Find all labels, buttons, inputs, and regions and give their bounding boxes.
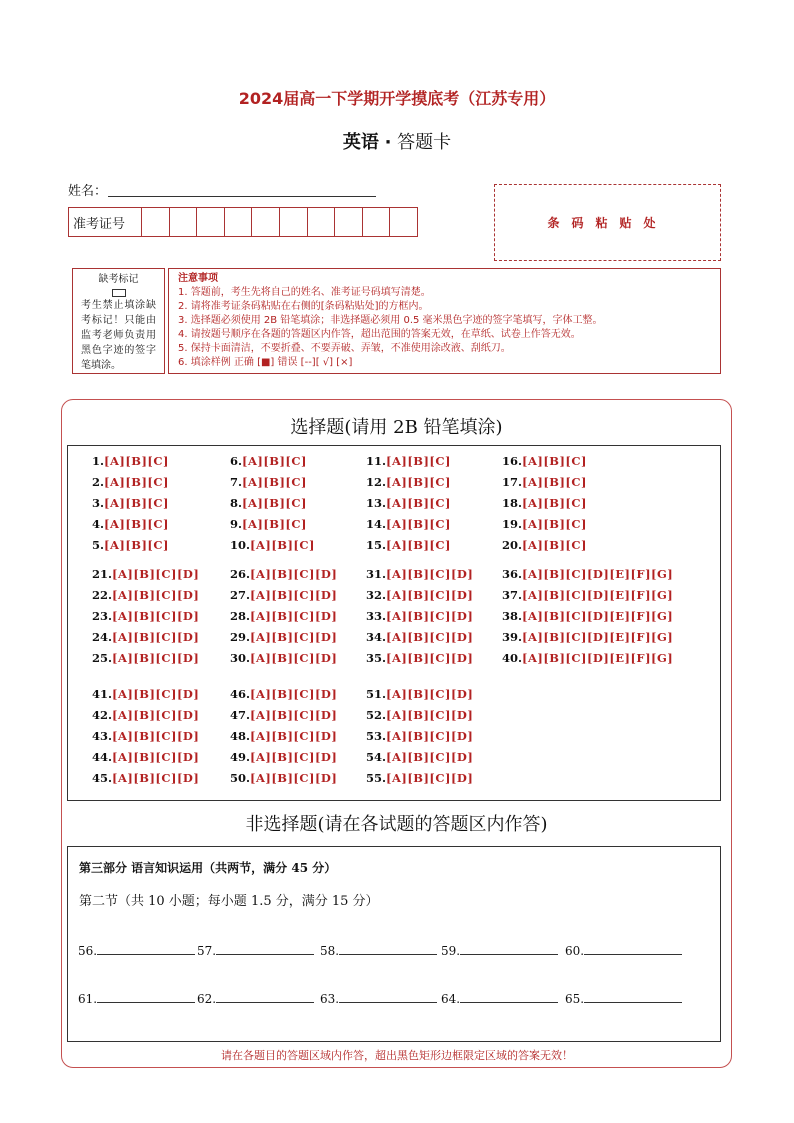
question-number: 14. bbox=[366, 517, 387, 531]
notes-item: 1. 答题前，考生先将自己的姓名、准考证号码填写清楚。 bbox=[178, 287, 431, 298]
choice-question[interactable] bbox=[366, 630, 473, 644]
choice-question[interactable] bbox=[366, 687, 473, 701]
exam-id-digit-cell[interactable] bbox=[225, 208, 253, 236]
answer-options[interactable]: [A][B][C][D] bbox=[386, 567, 474, 581]
answer-options[interactable]: [A][B][C][D] bbox=[386, 651, 474, 665]
missing-exam-checkbox[interactable] bbox=[112, 289, 126, 297]
fill-blank[interactable] bbox=[565, 992, 682, 1006]
choice-question[interactable] bbox=[92, 708, 199, 722]
blank-number: 57. bbox=[197, 944, 217, 958]
question-number: 36. bbox=[502, 567, 523, 581]
answer-options[interactable]: [A][B][C][D][E][F][G] bbox=[522, 630, 674, 644]
blank-number: 63. bbox=[320, 992, 340, 1006]
missing-exam-title: 缺考标记 bbox=[98, 274, 139, 285]
exam-id-box bbox=[68, 207, 418, 237]
fill-blank[interactable] bbox=[441, 944, 558, 958]
answer-options[interactable]: [A][B][C] bbox=[386, 475, 451, 489]
fill-blank[interactable] bbox=[441, 992, 558, 1006]
choice-question[interactable] bbox=[230, 496, 307, 510]
exam-id-digit-cell[interactable] bbox=[390, 208, 417, 236]
answer-options[interactable]: [A][B][C] bbox=[104, 517, 169, 531]
answer-options[interactable]: [A][B][C] bbox=[104, 538, 169, 552]
choice-question[interactable] bbox=[230, 567, 337, 581]
exam-id-digit-cell[interactable] bbox=[142, 208, 170, 236]
question-number: 7. bbox=[230, 475, 243, 489]
choice-question[interactable] bbox=[366, 588, 473, 602]
question-number: 6. bbox=[230, 454, 243, 468]
blank-line[interactable] bbox=[339, 945, 437, 955]
choice-question[interactable] bbox=[92, 609, 199, 623]
choice-question[interactable] bbox=[92, 475, 169, 489]
question-number: 15. bbox=[366, 538, 387, 552]
answer-options[interactable]: [A][B][C][D] bbox=[250, 609, 338, 623]
choice-question[interactable] bbox=[92, 630, 199, 644]
exam-id-digit-cell[interactable] bbox=[363, 208, 391, 236]
question-number: 46. bbox=[230, 687, 251, 701]
question-number: 17. bbox=[502, 475, 523, 489]
question-number: 9. bbox=[230, 517, 243, 531]
answer-options[interactable]: [A][B][C][D] bbox=[386, 630, 474, 644]
fill-blank[interactable] bbox=[78, 992, 195, 1006]
question-number: 16. bbox=[502, 454, 523, 468]
notes-item: 4. 请按题号顺序在各题的答题区内作答，超出范围的答案无效，在草纸、试卷上作答无效。 bbox=[178, 329, 581, 340]
question-number: 1. bbox=[92, 454, 105, 468]
exam-id-digit-cell[interactable] bbox=[252, 208, 280, 236]
notes-item: 6. 填涂样例 正确 [■] 错误 [--][ √] [×] bbox=[178, 357, 353, 368]
question-number: 54. bbox=[366, 750, 387, 764]
choice-question[interactable] bbox=[502, 475, 587, 489]
question-number: 32. bbox=[366, 588, 387, 602]
answer-options[interactable]: [A][B][C][D] bbox=[112, 630, 200, 644]
question-number: 11. bbox=[366, 454, 387, 468]
answer-options[interactable]: [A][B][C][D][E][F][G] bbox=[522, 567, 674, 581]
question-number: 8. bbox=[230, 496, 243, 510]
answer-options[interactable]: [A][B][C][D] bbox=[112, 651, 200, 665]
answer-options[interactable]: [A][B][C][D][E][F][G] bbox=[522, 609, 674, 623]
barcode-area: 条码粘贴处 bbox=[494, 184, 721, 261]
blank-line[interactable] bbox=[97, 945, 195, 955]
choice-question[interactable] bbox=[92, 517, 169, 531]
choice-question[interactable] bbox=[366, 609, 473, 623]
question-number: 42. bbox=[92, 708, 113, 722]
answer-options[interactable]: [A][B][C][D] bbox=[112, 687, 200, 701]
question-number: 18. bbox=[502, 496, 523, 510]
blank-line[interactable] bbox=[216, 993, 314, 1003]
notes-item: 2. 请将准考证条码粘贴在右侧的[条码粘贴处]的方框内。 bbox=[178, 301, 429, 312]
choice-question[interactable] bbox=[366, 454, 451, 468]
choice-question[interactable] bbox=[92, 729, 199, 743]
nonchoice-section-title: 非选择题(请在各试题的答题区内作答) bbox=[245, 814, 548, 835]
exam-title: 2024届高一下学期开学摸底考（江苏专用） bbox=[238, 89, 556, 108]
choice-question[interactable] bbox=[366, 651, 473, 665]
answer-options[interactable]: [A][B][C] bbox=[104, 496, 169, 510]
question-number: 34. bbox=[366, 630, 387, 644]
choice-question[interactable] bbox=[502, 630, 673, 644]
choice-question[interactable] bbox=[502, 517, 587, 531]
exam-id-digit-cell[interactable] bbox=[335, 208, 363, 236]
question-number: 21. bbox=[92, 567, 113, 581]
choice-question[interactable] bbox=[230, 630, 337, 644]
answer-options[interactable]: [A][B][C] bbox=[522, 517, 587, 531]
answer-options[interactable]: [A][B][C][D] bbox=[250, 651, 338, 665]
question-number: 52. bbox=[366, 708, 387, 722]
blank-number: 61. bbox=[78, 992, 98, 1006]
exam-id-digit-cell[interactable] bbox=[170, 208, 198, 236]
answer-options[interactable]: [A][B][C][D] bbox=[386, 588, 474, 602]
question-number: 22. bbox=[92, 588, 113, 602]
question-number: 28. bbox=[230, 609, 251, 623]
choice-question[interactable] bbox=[230, 609, 337, 623]
notes-title: 注意事项 bbox=[178, 273, 218, 284]
question-number: 44. bbox=[92, 750, 113, 764]
question-number: 37. bbox=[502, 588, 523, 602]
question-number: 5. bbox=[92, 538, 105, 552]
blank-number: 56. bbox=[78, 944, 98, 958]
choice-question[interactable] bbox=[230, 708, 337, 722]
choice-question[interactable] bbox=[92, 750, 199, 764]
missing-exam-box bbox=[72, 268, 165, 374]
blank-number: 62. bbox=[197, 992, 217, 1006]
choice-question[interactable] bbox=[366, 538, 451, 552]
fill-blank[interactable] bbox=[320, 944, 437, 958]
question-number: 47. bbox=[230, 708, 251, 722]
answer-options[interactable]: [A][B][C][D][E][F][G] bbox=[522, 651, 674, 665]
choice-question[interactable] bbox=[92, 651, 199, 665]
answer-options[interactable]: [A][B][C] bbox=[104, 475, 169, 489]
choice-question[interactable] bbox=[230, 517, 307, 531]
choice-answer-box bbox=[67, 445, 721, 801]
card-subtitle bbox=[0, 128, 794, 154]
answer-options[interactable]: [A][B][C][D] bbox=[112, 729, 200, 743]
blank-number: 59. bbox=[441, 944, 461, 958]
blank-line[interactable] bbox=[460, 945, 558, 955]
exam-id-digit-cell[interactable] bbox=[280, 208, 308, 236]
choice-question[interactable] bbox=[92, 588, 199, 602]
question-number: 50. bbox=[230, 771, 251, 785]
question-number: 40. bbox=[502, 651, 523, 665]
choice-question[interactable] bbox=[230, 729, 337, 743]
answer-options[interactable]: [A][B][C][D] bbox=[386, 750, 474, 764]
answer-options[interactable]: [A][B][C][D] bbox=[250, 750, 338, 764]
separator-dot: · bbox=[384, 132, 392, 153]
question-number: 49. bbox=[230, 750, 251, 764]
choice-question[interactable] bbox=[92, 454, 169, 468]
question-number: 38. bbox=[502, 609, 523, 623]
question-number: 25. bbox=[92, 651, 113, 665]
question-number: 43. bbox=[92, 729, 113, 743]
choice-question[interactable] bbox=[366, 729, 473, 743]
question-number: 3. bbox=[92, 496, 105, 510]
choice-question[interactable] bbox=[92, 538, 169, 552]
answer-options[interactable]: [A][B][C] bbox=[104, 454, 169, 468]
answer-options[interactable]: [A][B][C] bbox=[386, 517, 451, 531]
question-number: 12. bbox=[366, 475, 387, 489]
choice-question[interactable] bbox=[230, 454, 307, 468]
answer-options[interactable]: [A][B][C] bbox=[242, 475, 307, 489]
question-number: 26. bbox=[230, 567, 251, 581]
answer-options[interactable]: [A][B][C] bbox=[386, 454, 451, 468]
fill-blank[interactable] bbox=[197, 944, 314, 958]
subject-label: 英语 bbox=[342, 132, 379, 153]
choice-question[interactable] bbox=[366, 567, 473, 581]
blank-number: 60. bbox=[565, 944, 585, 958]
section-heading: 第二节（共 10 小题；每小题 1.5 分，满分 15 分） bbox=[79, 894, 379, 909]
notes-box bbox=[168, 268, 721, 374]
answer-options[interactable]: [A][B][C] bbox=[522, 538, 587, 552]
blank-number: 64. bbox=[441, 992, 461, 1006]
choice-question[interactable] bbox=[230, 750, 337, 764]
answer-options[interactable]: [A][B][C] bbox=[522, 475, 587, 489]
fill-blank[interactable] bbox=[78, 944, 195, 958]
blank-number: 65. bbox=[565, 992, 585, 1006]
blank-line[interactable] bbox=[216, 945, 314, 955]
answer-options[interactable]: [A][B][C] bbox=[386, 538, 451, 552]
choice-question[interactable] bbox=[366, 475, 451, 489]
question-number: 41. bbox=[92, 687, 113, 701]
question-number: 24. bbox=[92, 630, 113, 644]
choice-question[interactable] bbox=[366, 708, 473, 722]
question-number: 19. bbox=[502, 517, 523, 531]
question-number: 23. bbox=[92, 609, 113, 623]
choice-question[interactable] bbox=[502, 454, 587, 468]
fill-blank[interactable] bbox=[565, 944, 682, 958]
question-number: 51. bbox=[366, 687, 387, 701]
choice-question[interactable] bbox=[502, 538, 587, 552]
answer-options[interactable]: [A][B][C][D] bbox=[112, 588, 200, 602]
notes-item: 3. 选择题必须使用 2B 铅笔填涂；非选择题必须用 0.5 毫米黑色字迹的签字笔填写，字体工整。 bbox=[178, 315, 603, 326]
notes-item: 5. 保持卡面清洁，不要折叠、不要弄破、弄皱，不准使用涂改液、刮纸刀。 bbox=[178, 343, 511, 354]
answer-options[interactable]: [A][B][C] bbox=[242, 454, 307, 468]
answer-options[interactable]: [A][B][C][D] bbox=[112, 567, 200, 581]
question-number: 31. bbox=[366, 567, 387, 581]
part-heading: 第三部分 语言知识运用（共两节，满分 45 分） bbox=[79, 861, 337, 875]
choice-question[interactable] bbox=[92, 496, 169, 510]
question-number: 29. bbox=[230, 630, 251, 644]
answer-options[interactable]: [A][B][C] bbox=[386, 496, 451, 510]
choice-question[interactable] bbox=[92, 771, 199, 785]
choice-question[interactable] bbox=[230, 475, 307, 489]
answer-options[interactable]: [A][B][C][D] bbox=[250, 708, 338, 722]
question-number: 27. bbox=[230, 588, 251, 602]
question-number: 2. bbox=[92, 475, 105, 489]
choice-question[interactable] bbox=[230, 538, 315, 552]
question-number: 55. bbox=[366, 771, 387, 785]
question-number: 13. bbox=[366, 496, 387, 510]
answer-options[interactable]: [A][B][C][D] bbox=[112, 609, 200, 623]
card-label: 答题卡 bbox=[397, 132, 452, 153]
answer-options[interactable]: [A][B][C] bbox=[250, 538, 315, 552]
answer-options[interactable]: [A][B][C][D] bbox=[386, 771, 474, 785]
blank-line[interactable] bbox=[584, 945, 682, 955]
answer-options[interactable]: [A][B][C] bbox=[242, 517, 307, 531]
question-number: 33. bbox=[366, 609, 387, 623]
blank-line[interactable] bbox=[97, 993, 195, 1003]
blank-line[interactable] bbox=[584, 993, 682, 1003]
question-number: 45. bbox=[92, 771, 113, 785]
blank-number: 58. bbox=[320, 944, 340, 958]
footer-warning: 请在各题目的答题区域内作答，超出黑色矩形边框限定区域的答案无效！ bbox=[221, 1049, 573, 1062]
choice-question[interactable] bbox=[366, 517, 451, 531]
answer-options[interactable]: [A][B][C][D] bbox=[386, 609, 474, 623]
name-field[interactable] bbox=[108, 196, 376, 197]
answer-options[interactable]: [A][B][C][D] bbox=[250, 630, 338, 644]
blank-line[interactable] bbox=[460, 993, 558, 1003]
question-number: 48. bbox=[230, 729, 251, 743]
answer-options[interactable]: [A][B][C][D] bbox=[250, 771, 338, 785]
choice-question[interactable] bbox=[366, 750, 473, 764]
fill-blank[interactable] bbox=[320, 992, 437, 1006]
fill-blank[interactable] bbox=[197, 992, 314, 1006]
question-number: 53. bbox=[366, 729, 387, 743]
question-number: 39. bbox=[502, 630, 523, 644]
choice-section-title: 选择题(请用 2B 铅笔填涂) bbox=[290, 417, 503, 438]
question-number: 10. bbox=[230, 538, 251, 552]
question-number: 4. bbox=[92, 517, 105, 531]
choice-question[interactable] bbox=[230, 771, 337, 785]
exam-id-digit-cell[interactable] bbox=[197, 208, 225, 236]
choice-question[interactable] bbox=[502, 496, 587, 510]
answer-options[interactable]: [A][B][C][D][E][F][G] bbox=[522, 588, 674, 602]
choice-question[interactable] bbox=[92, 687, 199, 701]
blank-line[interactable] bbox=[339, 993, 437, 1003]
answer-options[interactable]: [A][B][C][D] bbox=[250, 588, 338, 602]
choice-question[interactable] bbox=[230, 588, 337, 602]
answer-options[interactable]: [A][B][C] bbox=[522, 454, 587, 468]
choice-question[interactable] bbox=[502, 567, 673, 581]
answer-options[interactable]: [A][B][C][D] bbox=[386, 729, 474, 743]
question-number: 20. bbox=[502, 538, 523, 552]
choice-question[interactable] bbox=[366, 771, 473, 785]
choice-question[interactable] bbox=[230, 651, 337, 665]
answer-options[interactable]: [A][B][C][D] bbox=[112, 708, 200, 722]
choice-question[interactable] bbox=[502, 651, 673, 665]
answer-options[interactable]: [A][B][C][D] bbox=[250, 687, 338, 701]
question-number: 30. bbox=[230, 651, 251, 665]
choice-question[interactable] bbox=[502, 588, 673, 602]
answer-options[interactable]: [A][B][C][D] bbox=[386, 708, 474, 722]
exam-id-label: 准考证号 bbox=[69, 208, 142, 236]
answer-options[interactable]: [A][B][C][D] bbox=[112, 750, 200, 764]
answer-options[interactable]: [A][B][C][D] bbox=[250, 567, 338, 581]
missing-exam-text: 考生禁止填涂缺考标记！只能由监考老师负责用黑色字迹的签字笔填涂。 bbox=[81, 300, 156, 371]
choice-question[interactable] bbox=[230, 687, 337, 701]
question-number: 35. bbox=[366, 651, 387, 665]
answer-options[interactable]: [A][B][C] bbox=[242, 496, 307, 510]
answer-options[interactable]: [A][B][C] bbox=[522, 496, 587, 510]
answer-options[interactable]: [A][B][C][D] bbox=[250, 729, 338, 743]
answer-options[interactable]: [A][B][C][D] bbox=[386, 687, 474, 701]
choice-question[interactable] bbox=[502, 609, 673, 623]
choice-question[interactable] bbox=[92, 567, 199, 581]
choice-question[interactable] bbox=[366, 496, 451, 510]
answer-options[interactable]: [A][B][C][D] bbox=[112, 771, 200, 785]
name-label: 姓名： bbox=[68, 184, 108, 199]
exam-id-digit-cell[interactable] bbox=[308, 208, 336, 236]
